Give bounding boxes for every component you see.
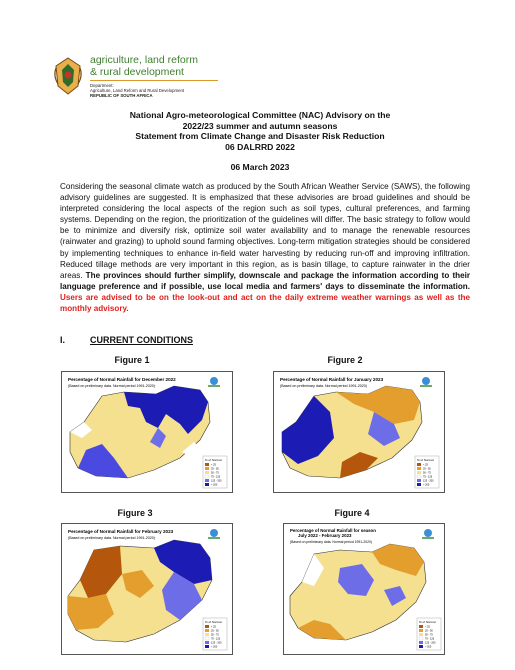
department-logo xyxy=(52,54,222,102)
svg-text:50 - 75: 50 - 75 xyxy=(211,633,219,637)
svg-text:> 200: > 200 xyxy=(211,645,218,649)
figure-2-map xyxy=(273,371,445,493)
svg-text:25 - 50: 25 - 50 xyxy=(211,629,219,633)
title-line-3: Statement from Climate Change and Disaster Risk Reduction xyxy=(135,131,385,142)
section-number: I. xyxy=(60,335,66,345)
brand-line-1: agriculture, land reform xyxy=(90,54,198,66)
svg-text:75 - 125: 75 - 125 xyxy=(211,637,221,641)
svg-text:% of Normal: % of Normal xyxy=(205,620,222,624)
brand-line-2: & rural development xyxy=(90,66,184,78)
intro-paragraph xyxy=(60,181,470,314)
map-subtitle: (Based on preliminary data. Normal period 1991-2020) xyxy=(280,384,367,388)
dept-name: Agriculture, Land Reform and Rural Development xyxy=(90,88,185,93)
svg-text:25 - 50: 25 - 50 xyxy=(211,467,219,471)
figure-1-label: Figure 1 xyxy=(114,355,150,365)
intro-bold-text: The provinces should further simplify, downscale and package the information according to their language preference and if possible, use local media and farmers' days to disseminate the information. xyxy=(60,270,470,291)
map-legend xyxy=(415,456,439,488)
intro-warning-text: Users are advised to be on the look-out and act on the daily extreme weather warnings as well as the monthly advisory. xyxy=(60,292,470,314)
svg-text:> 200: > 200 xyxy=(425,645,432,649)
map-legend xyxy=(417,618,441,650)
saws-logo-icon xyxy=(420,377,432,386)
svg-text:25 - 50: 25 - 50 xyxy=(423,467,431,471)
map-title: Percentage of Normal Rainfall for February 2023 xyxy=(68,529,174,534)
map-legend xyxy=(203,456,227,488)
title-line-1: National Agro-meteorological Committee (NAC) Advisory on the xyxy=(129,110,391,120)
svg-text:125 - 200: 125 - 200 xyxy=(425,641,436,645)
svg-text:% of Normal: % of Normal xyxy=(205,458,222,462)
dept-label: Department: xyxy=(90,83,114,88)
figure-4-label: Figure 4 xyxy=(334,508,370,518)
saws-logo-icon xyxy=(208,377,220,386)
svg-text:25 - 50: 25 - 50 xyxy=(425,629,433,633)
map-subtitle: (Based on preliminary data. Normal period 1991-2020) xyxy=(290,540,372,544)
svg-text:50 - 75: 50 - 75 xyxy=(211,471,219,475)
document-date: 06 March 2023 xyxy=(230,162,290,172)
svg-text:125 - 200: 125 - 200 xyxy=(211,641,222,645)
section-title: CURRENT CONDITIONS xyxy=(90,335,193,345)
country-name: REPUBLIC OF SOUTH AFRICA xyxy=(90,93,153,98)
document-title xyxy=(60,110,460,152)
title-line-4: 06 DALRRD 2022 xyxy=(225,141,295,152)
svg-text:75 - 125: 75 - 125 xyxy=(423,475,433,479)
svg-text:125 - 200: 125 - 200 xyxy=(423,479,434,483)
figure-4-map xyxy=(283,523,445,655)
figure-3-map xyxy=(61,523,233,655)
svg-text:< 25: < 25 xyxy=(211,463,216,467)
figure-2-label: Figure 2 xyxy=(327,355,363,365)
map-legend xyxy=(203,618,227,650)
svg-text:% of Normal: % of Normal xyxy=(419,620,436,624)
map-subtitle: (Based on preliminary data. Normal period 1991-2020) xyxy=(68,536,155,540)
svg-text:50 - 75: 50 - 75 xyxy=(425,633,433,637)
saws-logo-icon xyxy=(208,529,220,538)
intro-text: Considering the seasonal climate watch as produced by the South African Weather Service (SAWS), the following advisory guidelines are suggested. It is emphasized that these advisories are broad guidelines and should be interpreted considering the local aspects of the region such as soil types, cultural preferences, and farming systems. Depending on the region, the prioritization of the guidelines will differ. The basic strategy to follow would be to minimize and diversify risk, optimize soil water availability and to manage the renewable resources (rainwater and grazing) to uphold sound farming objectives. Long-term mitigation strategies should be considered by implementing techniques to enhance in-field water harvesting by reducing run-off and improving infiltration. Reduced tillage methods are very important in this region, as is basin tillage, to capture rainwater in the drier areas. xyxy=(60,182,470,280)
map-title: Percentage of Normal Rainfall for season xyxy=(290,528,376,533)
map-title-line-2: July 2022 - February 2023 xyxy=(298,533,352,538)
svg-text:75 - 125: 75 - 125 xyxy=(211,475,221,479)
svg-text:75 - 125: 75 - 125 xyxy=(425,637,435,641)
svg-text:< 25: < 25 xyxy=(425,625,430,629)
brand-divider xyxy=(90,80,218,81)
map-subtitle: (Based on preliminary data. Normal period 1991-2020) xyxy=(68,384,155,388)
figure-3-label: Figure 3 xyxy=(117,508,153,518)
svg-text:50 - 75: 50 - 75 xyxy=(423,471,431,475)
svg-text:> 200: > 200 xyxy=(211,483,218,487)
coat-of-arms-icon xyxy=(52,56,84,96)
svg-text:% of Normal: % of Normal xyxy=(417,458,434,462)
saws-logo-icon xyxy=(422,529,434,538)
title-line-2: 2022/23 summer and autumn seasons xyxy=(182,120,338,131)
map-title: Percentage of Normal Rainfall for January 2023 xyxy=(280,377,384,382)
svg-text:< 25: < 25 xyxy=(423,463,428,467)
map-title: Percentage of Normal Rainfall for December 2022 xyxy=(68,377,176,382)
svg-text:> 200: > 200 xyxy=(423,483,430,487)
svg-text:< 25: < 25 xyxy=(211,625,216,629)
figure-1-map xyxy=(61,371,233,493)
svg-text:125 - 200: 125 - 200 xyxy=(211,479,222,483)
